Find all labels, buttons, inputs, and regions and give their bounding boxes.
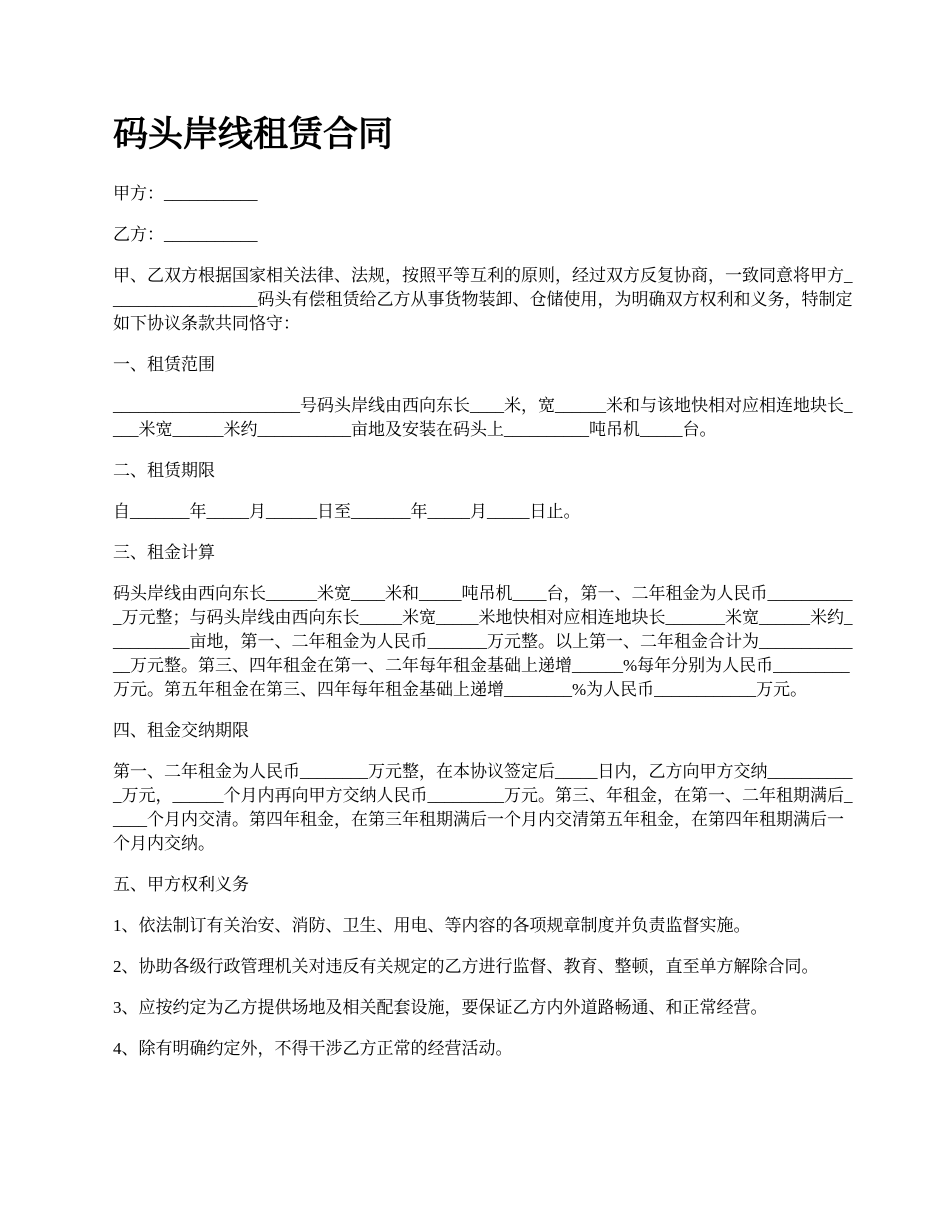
section-heading-payment: 四、租金交纳期限 (113, 721, 249, 740)
rent-paragraph: 码头岸线由西向东长______米宽____米和_____吨吊机____台，第一、二年租金为人民币___________万元整；与码头岸线由西向东长_____米宽_____米地快相对应相连地块长_______米宽______米约__________亩地，第一、二年租金为人民币_______万元整。以上第一、二年租金合计为_____________万元整。第三、四年租金在第一、二年每年租金基础上递增______%每年分别为人民币_________万元。第五年租金在第三、四年每年租金基础上递增________%为人民币____________万元。 (113, 584, 853, 699)
section-heading-scope: 一、租赁范围 (113, 355, 215, 374)
clause-item: 1、依法制订有关治安、消防、卫生、用电、等内容的各项规章制度并负责监督实施。 (113, 916, 751, 935)
party-a-line: 甲方：___________ (113, 184, 258, 203)
section-heading-party-a-rights: 五、甲方权利义务 (113, 875, 249, 894)
scope-paragraph: ______________________号码头岸线由西向东长____米，宽______米和与该地快相对应相连地块长____米宽______米约___________亩地及安装在码头上__________吨吊机_____台。 (113, 396, 853, 439)
payment-paragraph: 第一、二年租金为人民币________万元整，在本协议签定后_____日内，乙方向甲方交纳___________万元，______个月内再向甲方交纳人民币_________万元。第三、年租金，在第一、二年租期满后_____个月内交清。第四年租金，在第三年租期满后一个月内交清第五年租金，在第四年租期满后一个月内交纳。 (113, 762, 853, 853)
preamble-paragraph: 甲、乙双方根据国家相关法律、法规，按照平等互利的原则，经过双方反复协商，一致同意将甲方__________________码头有偿租赁给乙方从事货物装卸、仓储使用，为明确双方权利和义务，特制定如下协议条款共同恪守： (113, 266, 853, 333)
document-title: 码头岸线租赁合同 (113, 115, 394, 155)
document-page (113, 110, 853, 1078)
clause-item: 2、协助各级行政管理机关对违反有关规定的乙方进行监督、教育、整顿，直至单方解除合同。 (113, 957, 819, 976)
party-b-line: 乙方：___________ (113, 225, 258, 244)
clause-item: 3、应按约定为乙方提供场地及相关配套设施，要保证乙方内外道路畅通、和正常经营。 (113, 998, 768, 1017)
clause-item: 4、除有明确约定外，不得干涉乙方正常的经营活动。 (113, 1039, 513, 1058)
section-heading-rent: 三、租金计算 (113, 543, 215, 562)
term-paragraph: 自_______年_____月______日至_______年_____月_____日止。 (113, 502, 581, 521)
section-heading-term: 二、租赁期限 (113, 461, 215, 480)
